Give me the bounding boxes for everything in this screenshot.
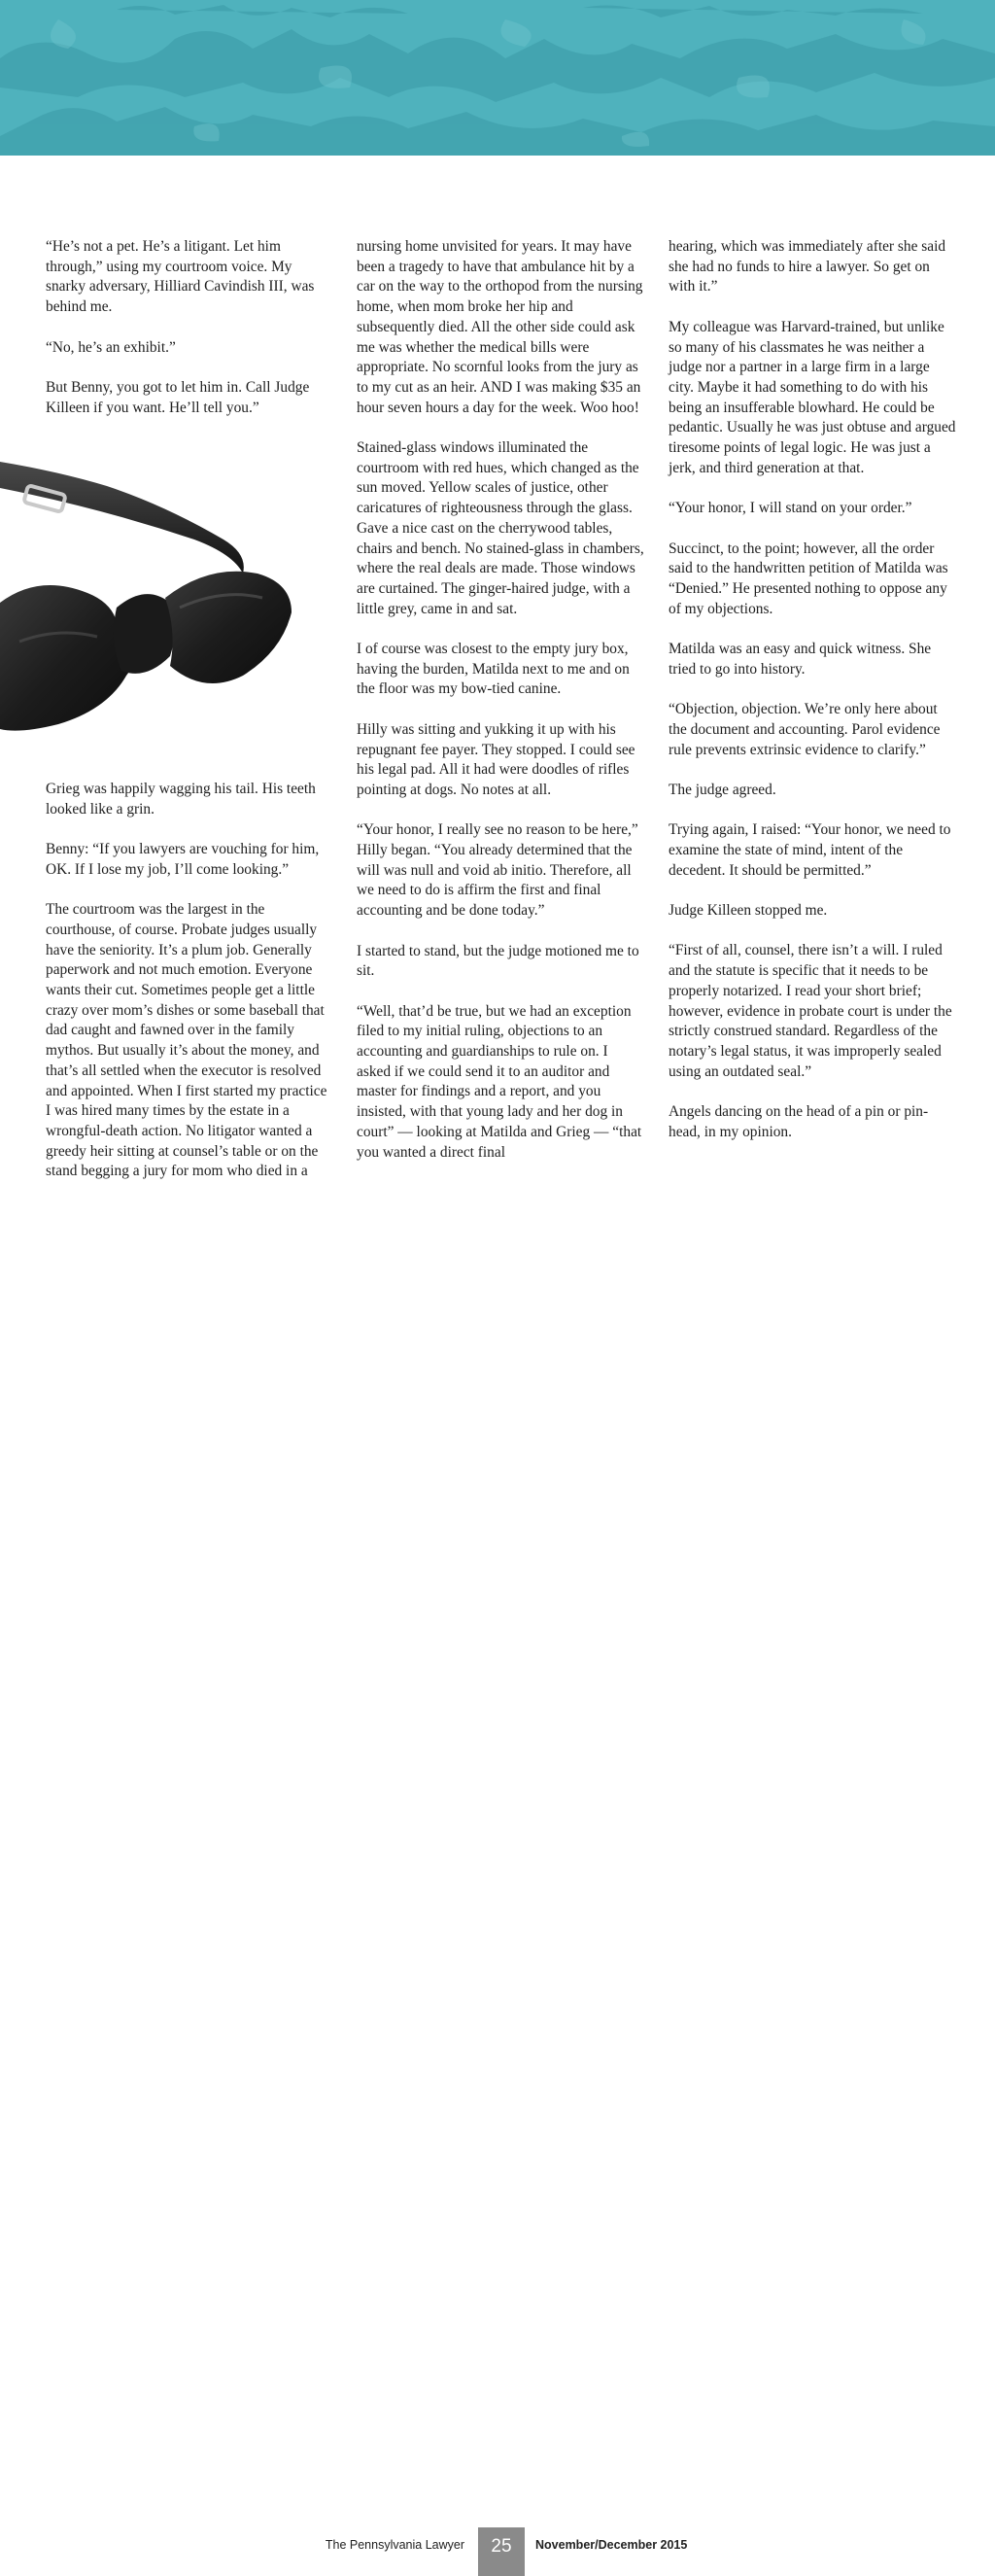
page-number: 25 <box>491 2536 512 2557</box>
paragraph: “Well, that’d be true, but we had an exception filed to my initial ruling, objections to an accounting and guardianships to rule on. I asked if we could send it to an auditor and master for findings and a report, and you insisted, with that young lady and her dog in court” — looking at Matilda and Grieg — “that you wanted a direct final <box>357 1002 642 1161</box>
paragraph: Stained-glass windows illuminated the courtroom with red hues, which changed as the sun moved. Yellow scales of justice, other caricatures of righteousness through the glass. Gave a nice cast on the cherrywood tables, chairs and bench. No stained-glass in chambers, where the real deals are made. Those windows are curtained. The ginger-haired judge, with a little grey, came in and sat. <box>357 439 644 617</box>
paragraph: I started to stand, but the judge motioned me to sit. <box>357 942 639 980</box>
paragraph: My colleague was Harvard-trained, but unlike so many of his classmates he was neither a judge nor a partner in a large firm in a large city. Maybe it had something to do with his being an insufferable blowhard. He could be pedantic. Usually he was just obtuse and argued tiresome points of legal logic. He was just a jerk, and third generation at that. <box>669 318 956 476</box>
paragraph: But Benny, you got to let him in. Call Judge Killeen if you want. He’ll tell you.” <box>46 378 310 416</box>
paragraph: Angels dancing on the head of a pin or pin-head, in my opinion. <box>669 1103 929 1140</box>
bow-tie-image <box>0 428 335 748</box>
issue-date: November/December 2015 <box>535 2538 688 2552</box>
column-2 <box>357 237 644 1183</box>
paragraph: Matilda was an easy and quick witness. She tried to go into history. <box>669 641 932 678</box>
paragraph: Grieg was happily wagging his tail. His teeth looked like a grin. <box>46 781 316 818</box>
paragraph: “Your honor, I will stand on your order.” <box>669 500 912 517</box>
paragraph: Judge Killeen stopped me. <box>669 902 828 920</box>
paragraph: Benny: “If you lawyers are vouching for him, OK. If I lose my job, I’ll come looking.” <box>46 841 320 878</box>
paragraph: The courtroom was the largest in the courthouse, of course. Probate judges usually have the seniority. It’s a plum job. Generally paperwork and not much emotion. Everyone wants their cut. Sometimes people get a little crazy over mom’s dishes or some baseball that dad caught and fawned over in the family mythos. But usually it’s about the money, and that’s all settled when the executor is resolved and appointed. When I first started my practice I was hired many times by the estate in a wrongful-death action. No litigator wanted a greedy heir sitting at counsel’s table or on the stand begging a jury for mom who died in a <box>46 901 327 1180</box>
paragraph: Trying again, I raised: “Your honor, we need to examine the state of mind, intent of the decedent. It should be permitted.” <box>669 821 951 879</box>
column-1-top <box>46 237 329 438</box>
header-banner <box>0 0 995 156</box>
paragraph: “Objection, objection. We’re only here about the document and accounting. Parol evidence rule prevents extrinsic evidence to clarify.” <box>669 701 941 758</box>
publication-name: The Pennsylvania Lawyer <box>325 2538 464 2552</box>
page-number-box <box>478 2527 525 2576</box>
paragraph: hearing, which was immediately after she said she had no funds to hire a lawyer. So get on with it.” <box>669 238 946 296</box>
paragraph: Hilly was sitting and yukking it up with his repugnant fee payer. They stopped. I could see his legal pad. All it had were doodles of rifles pointing at dogs. No notes at all. <box>357 720 635 798</box>
banner-texture <box>0 0 995 156</box>
paragraph: nursing home unvisited for years. It may have been a tragedy to have that ambulance hit by a car on the way to the orthopod from the nursing home, when mom broke her hip and subsequently died. All the other side could ask me was whether the medical bills were appropriate. No scornful looks from the jury as to my cut as an heir. AND I was making $35 an hour seven hours a day for the week. Woo hoo! <box>357 238 643 416</box>
paragraph: Succinct, to the point; however, all the order said to the handwritten petition of Matilda was “Denied.” He presented nothing to oppose any of my objections. <box>669 540 948 617</box>
paragraph: I of course was closest to the empty jury box, having the burden, Matilda next to me and on the floor was my bow-tied canine. <box>357 641 630 698</box>
page-footer <box>0 1264 995 2557</box>
paragraph: “Your honor, I really see no reason to be here,” Hilly began. “You already determined that the will was null and void ab initio. Therefore, all we need to do is affirm the first and final accounting and be done today.” <box>357 821 638 920</box>
column-3 <box>669 237 956 1163</box>
paragraph: “First of all, counsel, there isn’t a will. I ruled and the statute is specific that it needs to be properly notarized. I read your short brief; however, evidence in probate court is under the strictly construed standard. Regardless of the notary’s legal status, it was improperly sealed using an outdated seal.” <box>669 942 952 1080</box>
paragraph: The judge agreed. <box>669 781 776 798</box>
paragraph: “No, he’s an exhibit.” <box>46 338 176 356</box>
column-1-bottom <box>46 780 329 1202</box>
paragraph: “He’s not a pet. He’s a litigant. Let him through,” using my courtroom voice. My snarky adversary, Hilliard Cavindish III, was behind me. <box>46 238 315 316</box>
